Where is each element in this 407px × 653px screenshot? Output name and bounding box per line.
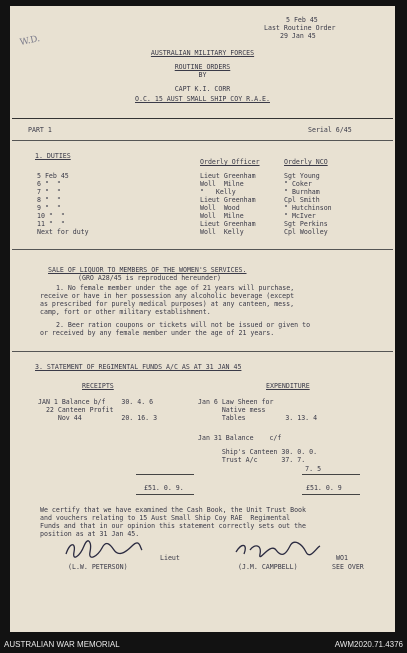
by-label: BY (198, 71, 207, 79)
receipt-line: Nov 44 20. 16. 3 (38, 414, 158, 422)
certification-line: We certify that we have examined the Cash Book, the Unit Trust Book (40, 506, 306, 514)
table-cell: Lieut Greenham (200, 220, 256, 228)
table-cell: Cpl Smith (284, 196, 320, 204)
liquor-para-line: receive or have in her possession any alcoholic beverage (except (40, 292, 295, 300)
signature-right (232, 538, 324, 560)
table-cell: " Burnham (284, 188, 320, 196)
receipts-label: RECEIPTS (82, 382, 114, 390)
sum-rule (136, 494, 194, 495)
expenditure-line: Tables 3. 13. 4 (198, 414, 318, 422)
table-row: 7 " " (37, 188, 61, 196)
expenditure-line: Native mess (198, 406, 266, 414)
liquor-para-line: 1. No female member under the age of 21 years will purchase, (56, 284, 295, 292)
footer-accession: AWM2020.71.4376 (334, 640, 403, 649)
right-rank: WO1 (336, 554, 348, 562)
divider (12, 140, 393, 141)
table-cell: Woll Kelly (200, 228, 244, 236)
table-cell: Cpl Woolley (284, 228, 328, 236)
archive-footer (0, 636, 407, 653)
divider (12, 118, 393, 119)
last-order-date: 29 Jan 45 (280, 32, 316, 40)
receipt-line: JAN 1 Balance b/f 30. 4. 6 (38, 398, 154, 406)
expenditure-label: EXPENDITURE (266, 382, 310, 390)
certification-line: and vouchers relating to 15 Aust Small Ship Coy RAE Regimental (40, 514, 291, 522)
signature-left (62, 538, 146, 560)
table-cell: " Hutchinson (284, 204, 332, 212)
expenditure-line: Jan 6 Law Sheen for (198, 398, 274, 406)
table-row: 11 " " (37, 220, 65, 228)
order-date: 5 Feb 45 (286, 16, 318, 24)
table-row: 6 " " (37, 180, 61, 188)
expenditure-line: Ship's Canteen 30. 0. 0. (198, 448, 318, 456)
sum-rule (136, 474, 194, 475)
table-cell: " Coker (284, 180, 312, 188)
left-name: (L.W. PETERSON) (68, 563, 128, 571)
liquor-heading: SALE OF LIQUOR TO MEMBERS OF THE WOMEN'S SERVICES. (48, 266, 247, 274)
left-rank: Lieut (160, 554, 180, 562)
col-orderly-officer: Orderly Officer (200, 158, 260, 166)
table-row: 9 " " (37, 204, 61, 212)
table-row: 5 Feb 45 (37, 172, 69, 180)
liquor-para-line: camp, fort or other military establishment. (40, 308, 211, 316)
expenditure-line: 7. 5 (198, 465, 322, 473)
expenditure-line: Jan 31 Balance c/f (198, 434, 282, 442)
table-row: Next for duty (37, 228, 89, 236)
col-orderly-nco: Orderly NCO (284, 158, 328, 166)
unit-name: O.C. 15 AUST SMALL SHIP COY R.A.E. (135, 95, 270, 103)
doc-type: ROUTINE ORDERS (174, 63, 231, 71)
last-order-label: Last Routine Order (264, 24, 336, 32)
table-cell: Lieut Greenham (200, 172, 256, 180)
table-cell: Woll Milne (200, 180, 244, 188)
table-cell: Lieut Greenham (200, 196, 256, 204)
table-cell: Woll Milne (200, 212, 244, 220)
certification-line: Funds and that in our opinion this statement correctly sets out the (40, 522, 306, 530)
liquor-para-line: as prescribed for purely medical purposes) at any canteen, mess, (40, 300, 295, 308)
document-page (10, 6, 395, 632)
table-row: 10 " " (37, 212, 65, 220)
divider (12, 249, 393, 250)
part-label: PART 1 (28, 126, 52, 134)
table-row: 8 " " (37, 196, 61, 204)
liquor-para-line: or received by any female member under the age of 21 years. (40, 329, 275, 337)
liquor-subheading: (GRO A28/45 is reproduced hereunder) (78, 274, 221, 282)
footer-institution: AUSTRALIAN WAR MEMORIAL (4, 640, 120, 649)
duties-heading: 1. DUTIES (35, 152, 71, 160)
total-receipts: £51. 0. 9. (144, 484, 184, 492)
table-cell: Sgt Young (284, 172, 320, 180)
receipt-line: 22 Canteen Profit (38, 406, 114, 414)
handwritten-mark: W.D. (19, 34, 41, 49)
serial-label: Serial 6/45 (308, 126, 352, 134)
org-title: AUSTRALIAN MILITARY FORCES (150, 49, 255, 57)
sum-rule (302, 474, 360, 475)
divider (12, 351, 393, 352)
certification-line: position as at 31 Jan 45. (40, 530, 140, 538)
table-cell: " Kelly (200, 188, 236, 196)
funds-heading: 3. STATEMENT OF REGIMENTAL FUNDS A/C AS AT 31 JAN 45 (35, 363, 242, 371)
expenditure-line: Trust A/c 37. 7. (198, 456, 306, 464)
right-name: (J.M. CAMPBELL) (238, 563, 298, 571)
table-cell: " McIver (284, 212, 316, 220)
sum-rule (302, 494, 360, 495)
table-cell: Woll Wood (200, 204, 240, 212)
table-cell: Sgt Perkins (284, 220, 328, 228)
liquor-para-line: 2. Beer ration coupons or tickets will not be issued or given to (56, 321, 311, 329)
total-expenditure: £51. 0. 9 (306, 484, 342, 492)
see-over-label: SEE OVER (332, 563, 364, 571)
officer-name: CAPT K.I. CORR (174, 85, 231, 93)
